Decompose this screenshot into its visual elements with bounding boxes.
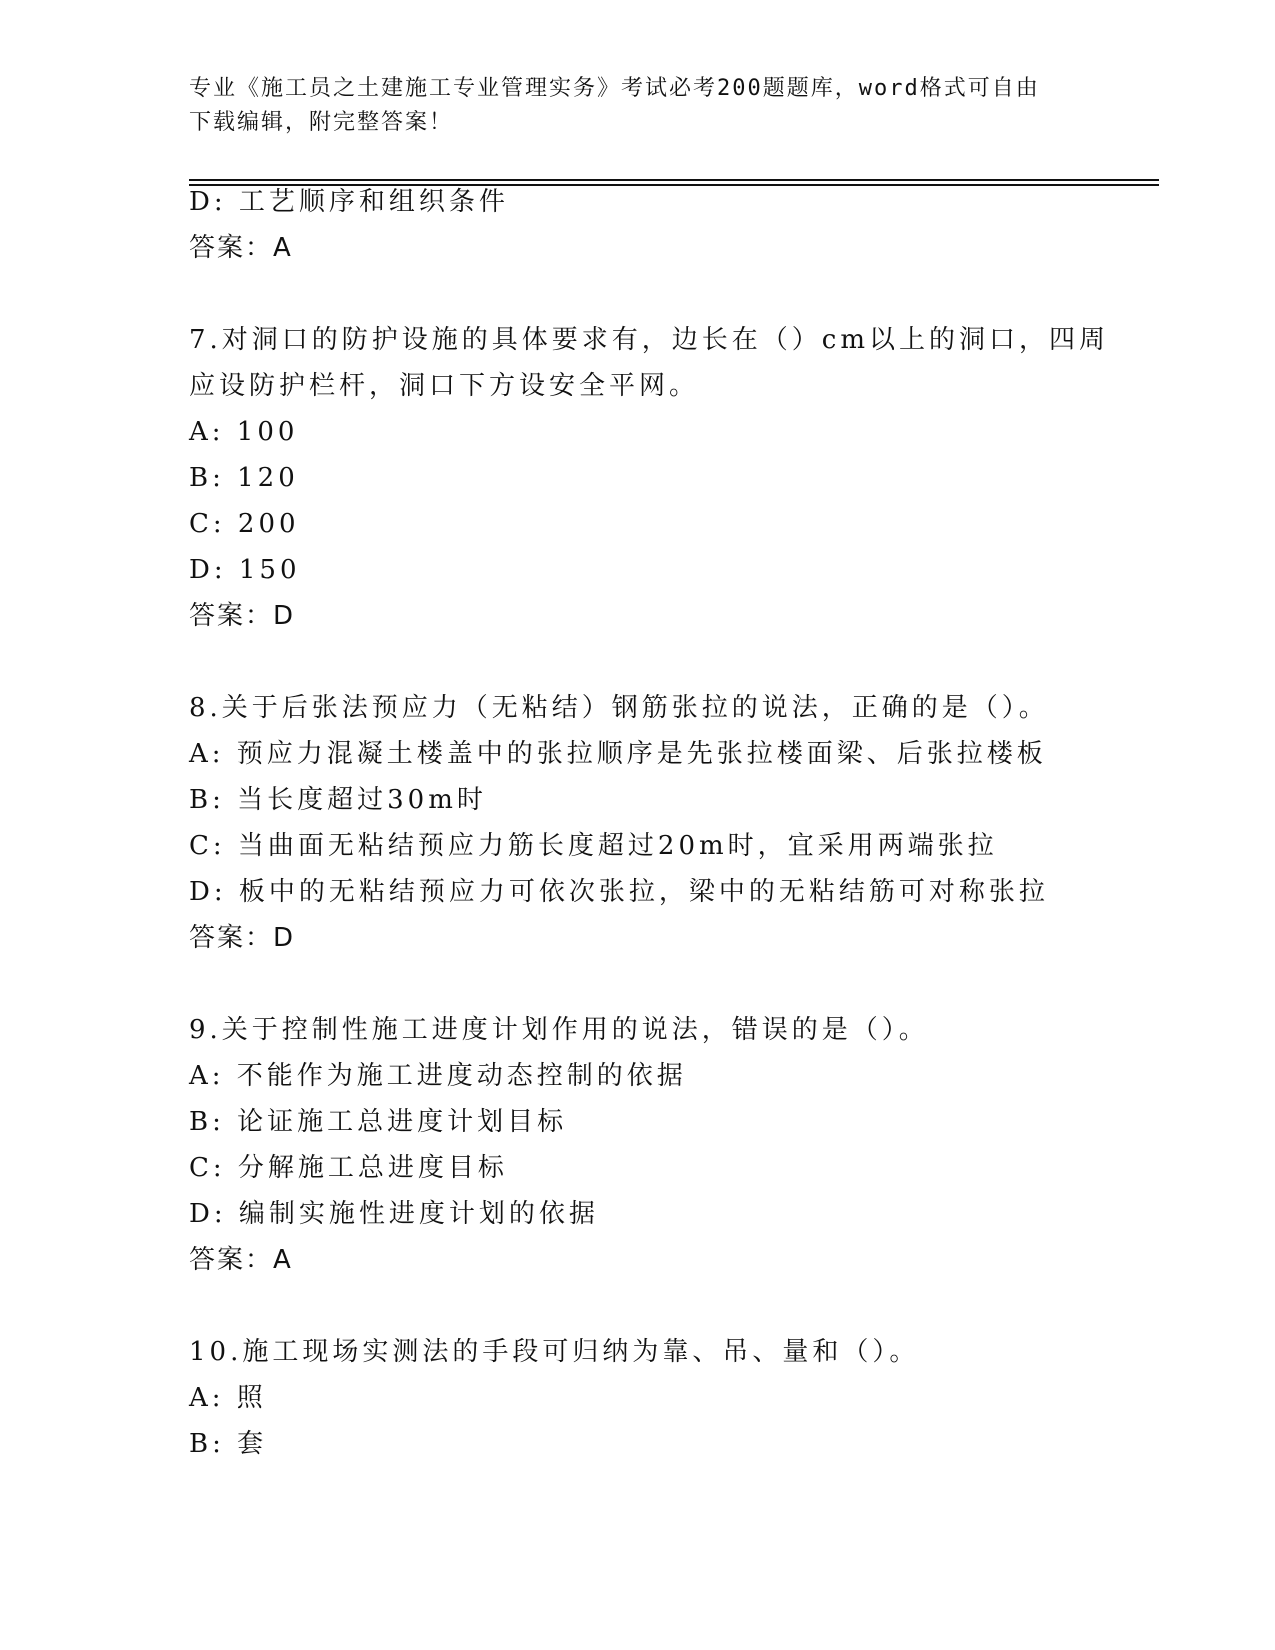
option-c: C: 200 <box>189 509 300 539</box>
question-text: 8.关于后张法预应力（无粘结）钢筋张拉的说法，正确的是（）。 <box>189 693 1049 723</box>
header-line-1: 专业《施工员之土建施工专业管理实务》考试必考200题题库，word格式可自由 <box>189 76 1040 101</box>
option-d: D: 编制实施性进度计划的依据 <box>189 1199 599 1229</box>
answer-line: 答案：A <box>189 233 293 263</box>
option-a: A: 不能作为施工进度动态控制的依据 <box>189 1061 687 1091</box>
option-d: D: 工艺顺序和组织条件 <box>189 187 509 217</box>
question-text: 7.对洞口的防护设施的具体要求有，边长在（）cm以上的洞口，四周 <box>189 325 1110 355</box>
question-text: 10.施工现场实测法的手段可归纳为靠、吊、量和（）。 <box>189 1337 920 1367</box>
option-b: B: 套 <box>189 1429 268 1459</box>
question-7 <box>189 317 1110 639</box>
question-9 <box>189 1007 1089 1283</box>
option-d: D: 150 <box>189 555 301 585</box>
option-a: A: 100 <box>189 417 299 447</box>
option-b: B: 120 <box>189 463 299 493</box>
option-d: D: 板中的无粘结预应力可依次张拉，梁中的无粘结筋可对称张拉 <box>189 877 1049 907</box>
question-8 <box>189 685 1089 961</box>
question-content <box>189 179 1110 1467</box>
document-header <box>189 72 1069 140</box>
question-text-continued: 应设防护栏杆，洞口下方设安全平网。 <box>189 371 700 401</box>
option-c: C: 分解施工总进度目标 <box>189 1153 508 1183</box>
answer-line: 答案：A <box>189 1245 293 1275</box>
option-b: B: 论证施工总进度计划目标 <box>189 1107 568 1137</box>
option-b: B: 当长度超过30m时 <box>189 785 487 815</box>
option-a: A: 预应力混凝土楼盖中的张拉顺序是先张拉楼面梁、后张拉楼板 <box>189 739 1047 769</box>
option-c: C: 当曲面无粘结预应力筋长度超过20m时，宜采用两端张拉 <box>189 831 998 861</box>
option-a: A: 照 <box>189 1383 267 1413</box>
previous-question-tail <box>189 179 1089 271</box>
header-line-2: 下载编辑，附完整答案！ <box>189 110 454 135</box>
answer-line: 答案：D <box>189 601 296 631</box>
answer-line: 答案：D <box>189 923 296 953</box>
question-text: 9.关于控制性施工进度计划作用的说法，错误的是（）。 <box>189 1015 929 1045</box>
question-10 <box>189 1329 1089 1467</box>
